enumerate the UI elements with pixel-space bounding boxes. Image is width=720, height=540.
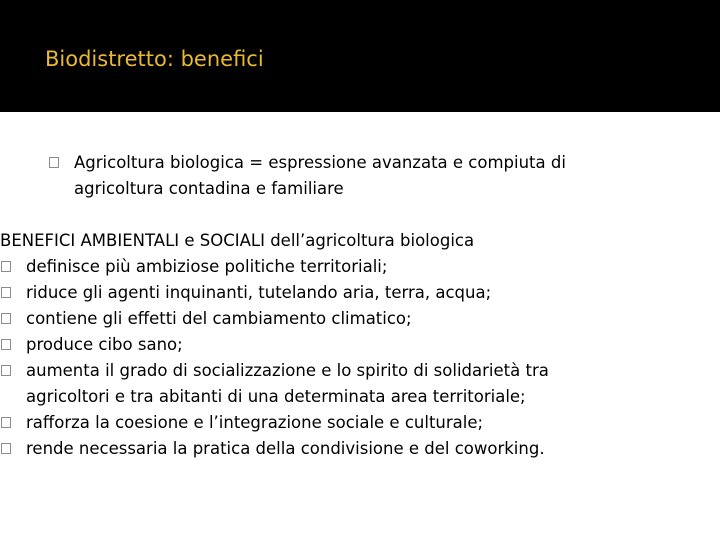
list-item-text: aumenta il grado di socializzazione e lo spirito di solidarietà tra <box>26 361 549 380</box>
list-item <box>0 332 688 358</box>
title-bar <box>0 0 720 112</box>
list-item <box>0 254 688 280</box>
list-item-text: rende necessaria la pratica della condivisione e del coworking. <box>26 439 545 458</box>
list-item-text: contiene gli effetti del cambiamento climatico; <box>26 309 412 328</box>
list-item <box>0 410 688 436</box>
bullet-icon <box>1 365 11 376</box>
bullet-icon <box>1 339 11 350</box>
bullet-icon <box>1 443 11 454</box>
benefits-heading: BENEFICI AMBIENTALI e SOCIALI dell’agricoltura biologica <box>0 231 475 250</box>
list-item <box>0 358 688 410</box>
list-item-text: produce cibo sano; <box>26 335 183 354</box>
intro-line-1: Agricoltura biologica = espressione avanzata e compiuta di <box>74 153 566 172</box>
bullet-icon <box>1 261 11 272</box>
list-item <box>0 306 688 332</box>
benefits-list <box>0 254 688 462</box>
list-item-text: riduce gli agenti inquinanti, tutelando aria, terra, acqua; <box>26 283 492 302</box>
bullet-icon <box>49 157 59 168</box>
list-item <box>0 436 688 462</box>
slide-title: Biodistretto: benefici <box>45 47 264 71</box>
list-item-text-continued: agricoltori e tra abitanti di una determinata area territoriale; <box>26 387 526 406</box>
list-item <box>0 280 688 306</box>
intro-line-2: agricoltura contadina e familiare <box>74 179 344 198</box>
bullet-icon <box>1 287 11 298</box>
intro-item <box>48 150 688 202</box>
list-item-text: rafforza la coesione e l’integrazione sociale e culturale; <box>26 413 484 432</box>
slide-content <box>0 150 688 462</box>
list-item-text: definisce più ambiziose politiche territoriali; <box>26 257 388 276</box>
bullet-icon <box>1 313 11 324</box>
bullet-icon <box>1 417 11 428</box>
